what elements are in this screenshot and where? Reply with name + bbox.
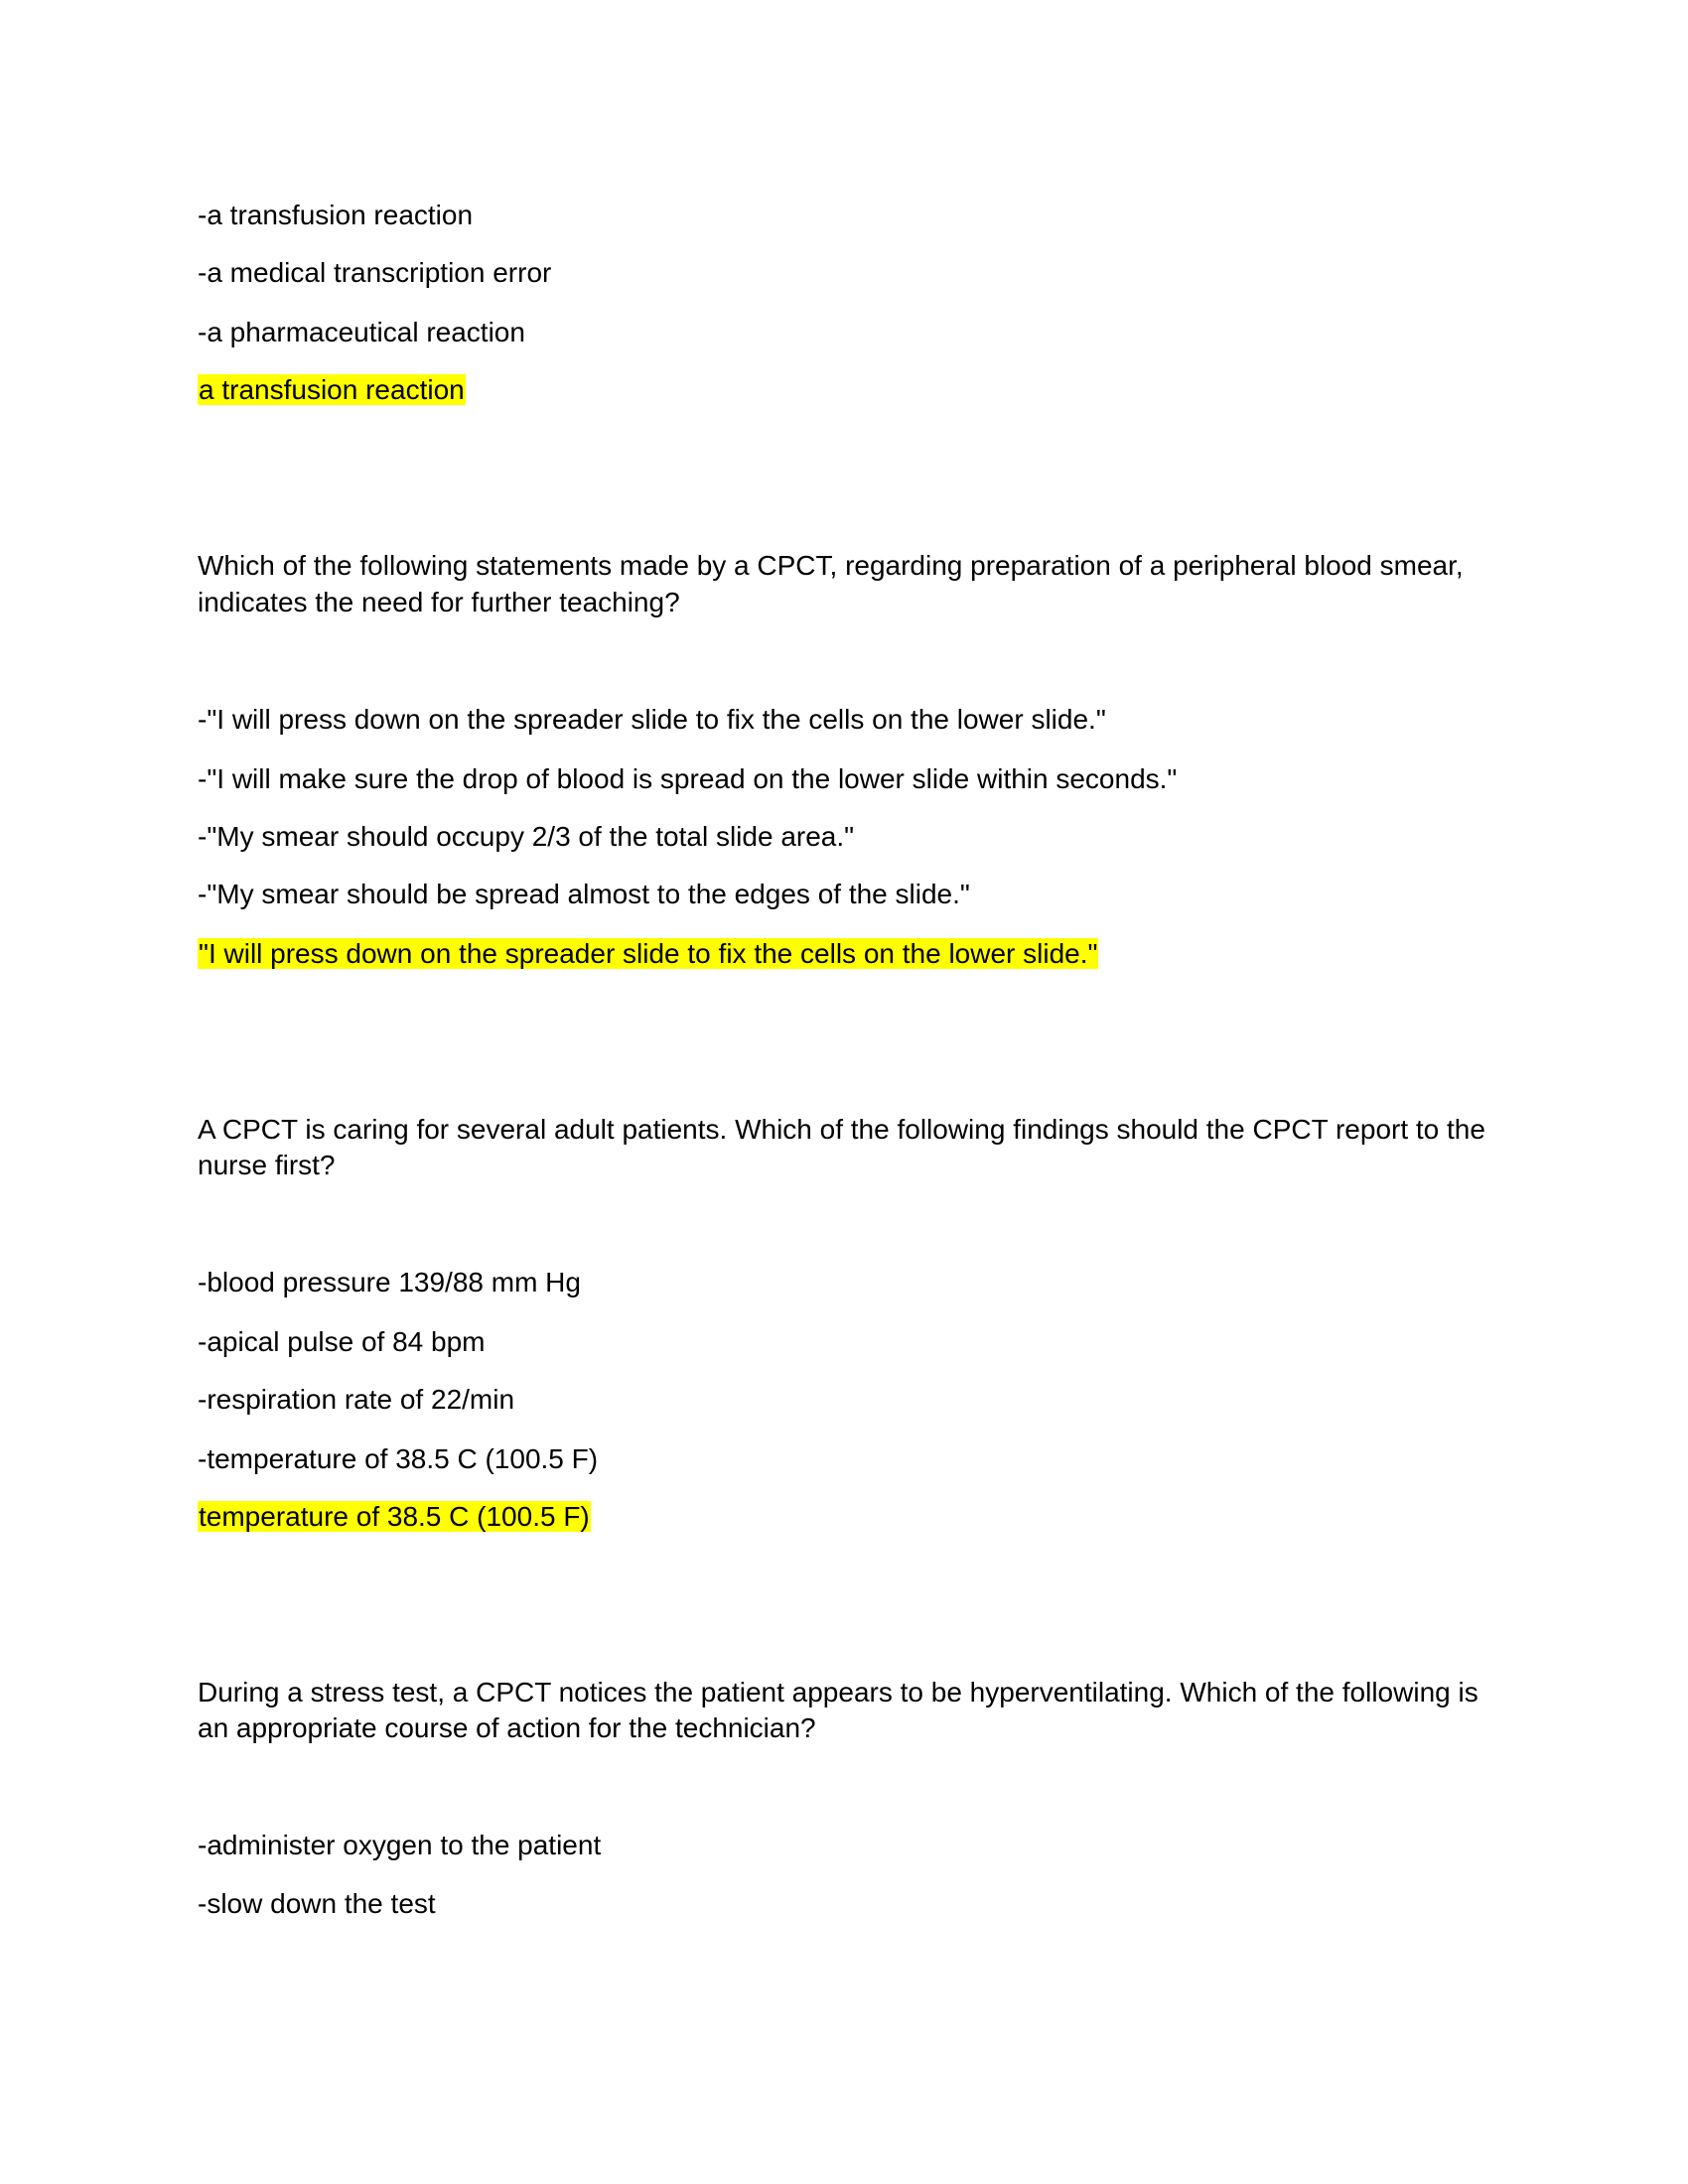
question-text: A CPCT is caring for several adult patients. Which of the following findings should the CPCT report to the [198,1114,1485,1145]
option: -a transfusion reaction [198,200,474,230]
highlighted-answer: "I will press down on the spreader slide to fix the cells on the lower slide." [199,938,1098,969]
option: -respiration rate of 22/min [198,1384,515,1415]
question-text: During a stress test, a CPCT notices the patient appears to be hyperventilating. Which of the following is [198,1677,1478,1707]
option: -"I will press down on the spreader slide to fix the cells on the lower slide." [198,704,1106,735]
option: -"My smear should be spread almost to the edges of the slide." [198,879,970,909]
question-text: Which of the following statements made by a CPCT, regarding preparation of a peripheral blood smear, [198,550,1464,581]
option: -temperature of 38.5 C (100.5 F) [198,1443,599,1474]
option: -slow down the test [198,1888,436,1919]
option: -a medical transcription error [198,257,552,288]
option: -apical pulse of 84 bpm [198,1326,486,1357]
option: -blood pressure 139/88 mm Hg [198,1267,581,1297]
highlighted-answer: a transfusion reaction [199,374,465,405]
option: -"I will make sure the drop of blood is spread on the lower slide within seconds." [198,763,1178,794]
option: -a pharmaceutical reaction [198,317,525,347]
option: -"My smear should occupy 2/3 of the total slide area." [198,821,855,852]
option: -administer oxygen to the patient [198,1830,602,1860]
highlighted-answer: temperature of 38.5 C (100.5 F) [199,1501,590,1532]
question-text: an appropriate course of action for the technician? [198,1712,816,1743]
question-text: nurse first? [198,1150,336,1180]
question-text: indicates the need for further teaching? [198,587,680,617]
